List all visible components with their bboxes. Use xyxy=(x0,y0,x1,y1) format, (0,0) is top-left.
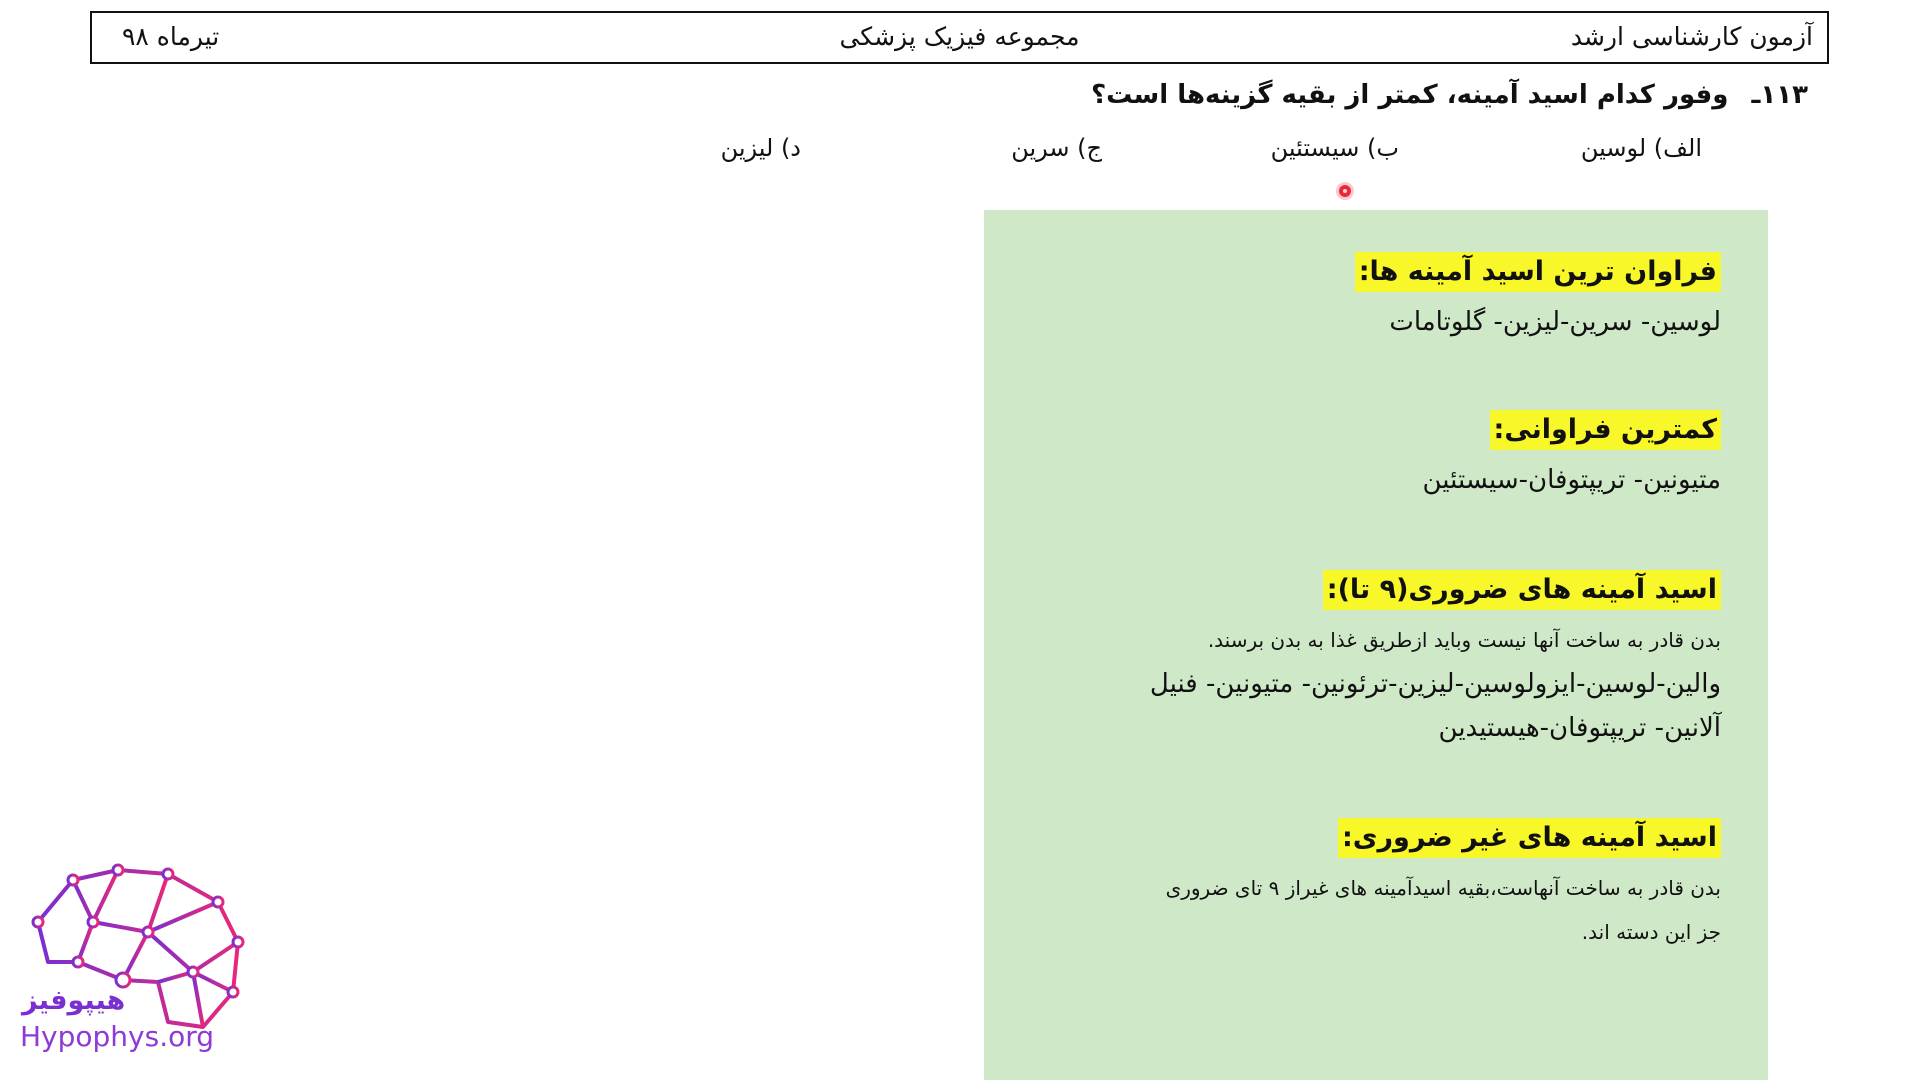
logo-text-fa: هیپوفیز xyxy=(22,985,126,1016)
page-header xyxy=(90,11,1829,64)
section-list: متیونین- تریپتوفان-سیستئین xyxy=(1422,465,1721,495)
question-number: ۱۱۳ـ xyxy=(1751,80,1808,110)
option-c: ج) سرین xyxy=(1011,134,1102,162)
section-list-line: والین-لوسین-ایزولوسین-لیزین-ترئونین- متیونین- فنیل xyxy=(1149,669,1721,699)
header-exam-title: آزمون کارشناسی ارشد xyxy=(1570,22,1813,51)
section-description-line: بدن قادر به ساخت آنهاست،بقیه اسیدآمینه های غیراز ۹ تای ضروری xyxy=(1165,876,1721,900)
option-d: د) لیزین xyxy=(720,134,801,162)
header-date: تیرماه ۹۸ xyxy=(122,22,220,51)
section-heading: کمترین فراوانی: xyxy=(1490,410,1721,450)
option-a: الف) لوسین xyxy=(1580,134,1702,162)
section-heading: فراوان ترین اسید آمینه ها: xyxy=(1355,252,1721,292)
section-list-line: آلانین- تریپتوفان-هیستیدین xyxy=(1438,713,1721,743)
section-heading: اسید آمینه های غیر ضروری: xyxy=(1338,818,1721,858)
notes-panel xyxy=(984,210,1768,1080)
section-description-line: جز این دسته اند. xyxy=(1581,920,1721,944)
section-description: بدن قادر به ساخت آنها نیست وباید ازطریق غذا به بدن برسند. xyxy=(1207,628,1721,652)
pointer-cursor-icon xyxy=(1339,185,1351,197)
notes-section-essential xyxy=(1024,570,1721,750)
logo-text-en: Hypophys.org xyxy=(20,1020,215,1053)
option-b: ب) سیستئین xyxy=(1270,134,1399,162)
question xyxy=(1091,80,1808,110)
section-list: لوسین- سرین-لیزین- گلوتامات xyxy=(1389,307,1721,337)
section-heading: اسید آمینه های ضروری(۹ تا): xyxy=(1323,570,1721,610)
question-text: وفور کدام اسید آمینه، کمتر از بقیه گزینه‌ها است؟ xyxy=(1091,80,1729,110)
notes-section-least-abundant xyxy=(1024,410,1721,502)
header-collection-title: مجموعه فیزیک پزشکی xyxy=(839,22,1080,51)
notes-section-non-essential xyxy=(1024,818,1721,954)
notes-section-most-abundant xyxy=(1024,252,1721,344)
